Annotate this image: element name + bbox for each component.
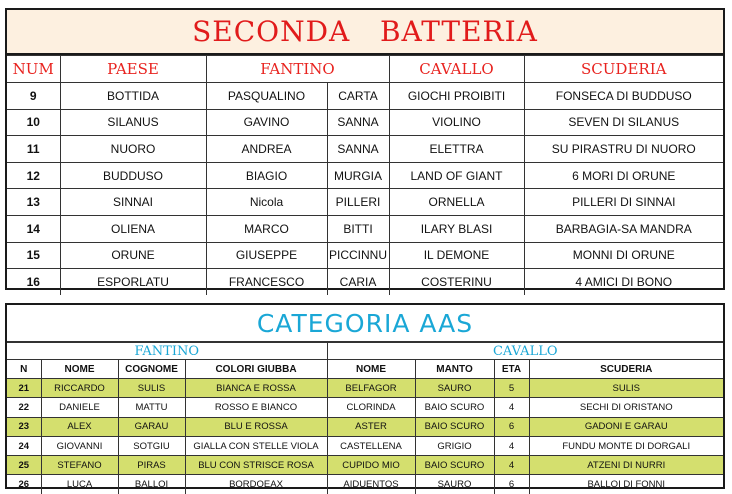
- table-row: [7, 109, 723, 136]
- eta-cell: 6: [494, 475, 529, 494]
- cavallo-nome-cell: CUPIDO MIO: [327, 456, 415, 475]
- num-cell: 16: [7, 269, 60, 295]
- n-cell: 23: [7, 417, 41, 436]
- scuderia-cell: BALLOI DI FONNI: [529, 475, 723, 494]
- fantino-cognome-cell: PICCINNU: [327, 242, 389, 269]
- eta-cell: 5: [494, 379, 529, 398]
- table-row: [7, 83, 723, 110]
- cavallo-nome-cell: CLORINDA: [327, 398, 415, 417]
- eta-cell: 4: [494, 398, 529, 417]
- num-cell: 13: [7, 189, 60, 216]
- header-paese: PAESE: [60, 56, 206, 83]
- fantino-cognome-cell: BITTI: [327, 215, 389, 242]
- batteria-header-row: [7, 56, 723, 83]
- paese-cell: ESPORLATU: [60, 269, 206, 295]
- batteria-title-banner: [7, 10, 723, 55]
- nome-cell: DANIELE: [41, 398, 118, 417]
- table-row: [7, 189, 723, 216]
- fantino-nome-cell: PASQUALINO: [206, 83, 327, 110]
- colori-giubba-cell: BLU CON STRISCE ROSA: [185, 456, 327, 475]
- manto-cell: SAURO: [415, 379, 494, 398]
- manto-cell: SAURO: [415, 475, 494, 494]
- table-row: [7, 215, 723, 242]
- table-row: [7, 398, 723, 417]
- manto-cell: BAIO SCURO: [415, 398, 494, 417]
- num-cell: 14: [7, 215, 60, 242]
- scuderia-cell: SULIS: [529, 379, 723, 398]
- colori-giubba-cell: BORDOEAX: [185, 475, 327, 494]
- n-cell: 25: [7, 456, 41, 475]
- fantino-nome-cell: BIAGIO: [206, 162, 327, 189]
- scuderia-cell: GADONI E GARAU: [529, 417, 723, 436]
- header-scuderia: SCUDERIA: [524, 56, 723, 83]
- seconda-batteria-table: [5, 8, 725, 290]
- nome-cell: GIOVANNI: [41, 436, 118, 455]
- table-row: [7, 417, 723, 436]
- header-n: N: [7, 360, 41, 379]
- cavallo-nome-cell: AIDUENTOS: [327, 475, 415, 494]
- fantino-cognome-cell: SANNA: [327, 136, 389, 163]
- cavallo-cell: LAND OF GIANT: [389, 162, 524, 189]
- table-row: [7, 136, 723, 163]
- scuderia-cell: BARBAGIA-SA MANDRA: [524, 215, 723, 242]
- header-num: NUM: [7, 56, 60, 83]
- cognome-cell: PIRAS: [118, 456, 185, 475]
- header-scuderia: SCUDERIA: [529, 360, 723, 379]
- fantino-nome-cell: FRANCESCO: [206, 269, 327, 295]
- header-eta: ETA: [494, 360, 529, 379]
- cavallo-cell: IL DEMONE: [389, 242, 524, 269]
- paese-cell: BUDDUSO: [60, 162, 206, 189]
- categoria-grid: [7, 342, 723, 494]
- scuderia-cell: SEVEN DI SILANUS: [524, 109, 723, 136]
- cognome-cell: MATTU: [118, 398, 185, 417]
- cavallo-cell: ILARY BLASI: [389, 215, 524, 242]
- n-cell: 24: [7, 436, 41, 455]
- scuderia-cell: 4 AMICI DI BONO: [524, 269, 723, 295]
- header-manto: MANTO: [415, 360, 494, 379]
- num-cell: 11: [7, 136, 60, 163]
- nome-cell: RICCARDO: [41, 379, 118, 398]
- table-row: [7, 436, 723, 455]
- table-row: [7, 242, 723, 269]
- header-nome-cavallo: NOME: [327, 360, 415, 379]
- paese-cell: SINNAI: [60, 189, 206, 216]
- colori-giubba-cell: GIALLA CON STELLE VIOLA: [185, 436, 327, 455]
- categoria-title-banner: [7, 305, 723, 342]
- scuderia-cell: FONSECA DI BUDDUSO: [524, 83, 723, 110]
- manto-cell: BAIO SCURO: [415, 417, 494, 436]
- paese-cell: SILANUS: [60, 109, 206, 136]
- header-fantino: FANTINO: [206, 56, 389, 83]
- eta-cell: 4: [494, 436, 529, 455]
- batteria-title: SECONDA BATTERIA: [192, 15, 538, 48]
- scuderia-cell: SU PIRASTRU DI NUORO: [524, 136, 723, 163]
- header-colori-giubba: COLORI GIUBBA: [185, 360, 327, 379]
- paese-cell: ORUNE: [60, 242, 206, 269]
- categoria-group-row: [7, 343, 723, 360]
- fantino-cognome-cell: PILLERI: [327, 189, 389, 216]
- batteria-body: [7, 83, 723, 295]
- nome-cell: STEFANO: [41, 456, 118, 475]
- nome-cell: LUCA: [41, 475, 118, 494]
- cavallo-cell: VIOLINO: [389, 109, 524, 136]
- paese-cell: OLIENA: [60, 215, 206, 242]
- cognome-cell: GARAU: [118, 417, 185, 436]
- batteria-grid: [7, 55, 723, 295]
- colori-giubba-cell: BLU E ROSSA: [185, 417, 327, 436]
- cognome-cell: SULIS: [118, 379, 185, 398]
- table-row: [7, 269, 723, 295]
- cognome-cell: BALLOI: [118, 475, 185, 494]
- cavallo-cell: ORNELLA: [389, 189, 524, 216]
- cavallo-nome-cell: BELFAGOR: [327, 379, 415, 398]
- colori-giubba-cell: BIANCA E ROSSA: [185, 379, 327, 398]
- header-cavallo: CAVALLO: [389, 56, 524, 83]
- header-nome: NOME: [41, 360, 118, 379]
- scuderia-cell: 6 MORI DI ORUNE: [524, 162, 723, 189]
- fantino-nome-cell: GIUSEPPE: [206, 242, 327, 269]
- table-row: [7, 475, 723, 494]
- fantino-cognome-cell: CARTA: [327, 83, 389, 110]
- cognome-cell: SOTGIU: [118, 436, 185, 455]
- n-cell: 21: [7, 379, 41, 398]
- header-cognome: COGNOME: [118, 360, 185, 379]
- num-cell: 9: [7, 83, 60, 110]
- n-cell: 22: [7, 398, 41, 417]
- table-row: [7, 456, 723, 475]
- table-row: [7, 379, 723, 398]
- fantino-cognome-cell: SANNA: [327, 109, 389, 136]
- fantino-cognome-cell: MURGIA: [327, 162, 389, 189]
- fantino-cognome-cell: CARIA: [327, 269, 389, 295]
- group-cavallo: CAVALLO: [327, 343, 723, 360]
- scuderia-cell: MONNI DI ORUNE: [524, 242, 723, 269]
- paese-cell: NUORO: [60, 136, 206, 163]
- fantino-nome-cell: MARCO: [206, 215, 327, 242]
- table-row: [7, 162, 723, 189]
- cavallo-nome-cell: CASTELLENA: [327, 436, 415, 455]
- n-cell: 26: [7, 475, 41, 494]
- num-cell: 12: [7, 162, 60, 189]
- categoria-title: CATEGORIA AAS: [256, 308, 474, 338]
- categoria-header-row: [7, 360, 723, 379]
- manto-cell: BAIO SCURO: [415, 456, 494, 475]
- eta-cell: 6: [494, 417, 529, 436]
- cavallo-cell: COSTERINU: [389, 269, 524, 295]
- num-cell: 10: [7, 109, 60, 136]
- categoria-body: [7, 379, 723, 494]
- scuderia-cell: PILLERI DI SINNAI: [524, 189, 723, 216]
- fantino-nome-cell: GAVINO: [206, 109, 327, 136]
- cavallo-cell: GIOCHI PROIBITI: [389, 83, 524, 110]
- fantino-nome-cell: ANDREA: [206, 136, 327, 163]
- cavallo-cell: ELETTRA: [389, 136, 524, 163]
- scuderia-cell: SECHI DI ORISTANO: [529, 398, 723, 417]
- cavallo-nome-cell: ASTER: [327, 417, 415, 436]
- fantino-nome-cell: Nicola: [206, 189, 327, 216]
- colori-giubba-cell: ROSSO E BIANCO: [185, 398, 327, 417]
- nome-cell: ALEX: [41, 417, 118, 436]
- scuderia-cell: ATZENI DI NURRI: [529, 456, 723, 475]
- paese-cell: BOTTIDA: [60, 83, 206, 110]
- eta-cell: 4: [494, 456, 529, 475]
- manto-cell: GRIGIO: [415, 436, 494, 455]
- scuderia-cell: FUNDU MONTE DI DORGALI: [529, 436, 723, 455]
- categoria-aas-table: [5, 303, 725, 489]
- num-cell: 15: [7, 242, 60, 269]
- group-fantino: FANTINO: [7, 343, 327, 360]
